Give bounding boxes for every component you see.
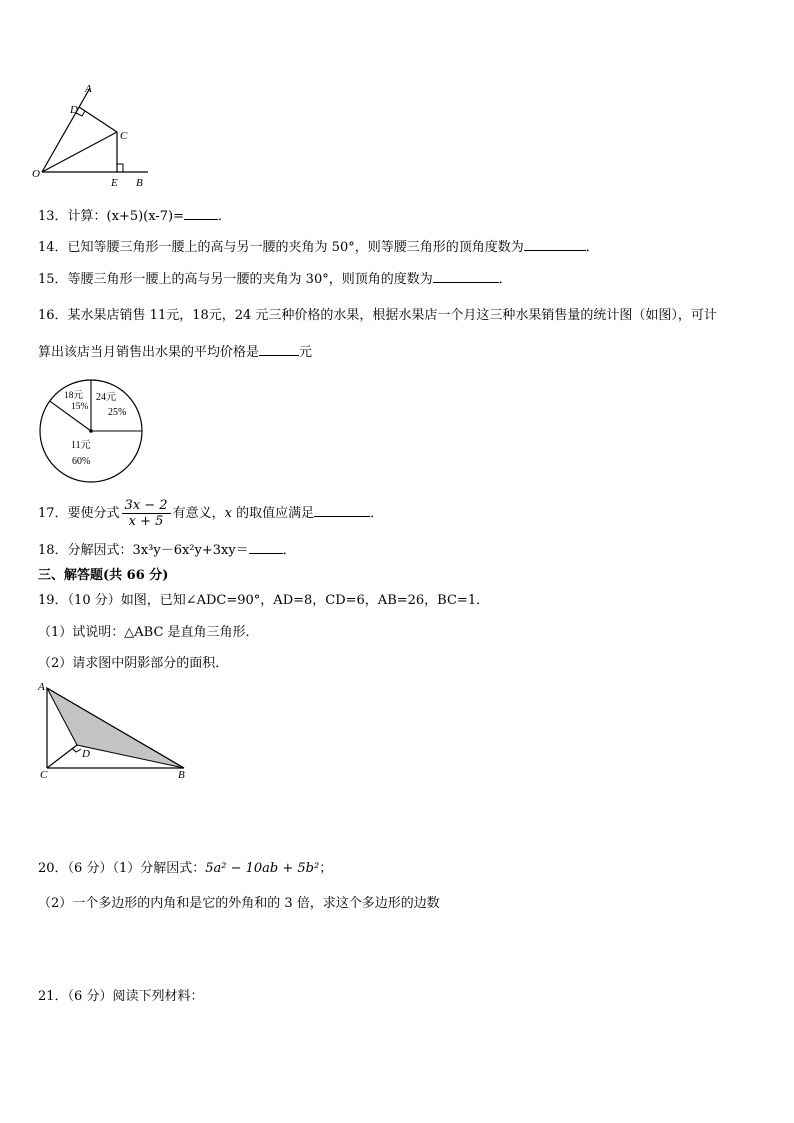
question-19: 19．（10 分）如图，已知∠ADC=90°，AD=8，CD=6，AB=26，BC=1． (38, 593, 490, 608)
answer-blank (433, 270, 499, 283)
question-13: 13．计算：(x+5)(x-7)= ． (38, 209, 231, 224)
question-19-part1: （1）试说明：△ABC 是直角三角形． (38, 625, 259, 640)
answer-blank (249, 541, 283, 554)
fraction: $\frac{3x - 2}{x + 5}$ (122, 498, 171, 529)
label-C: C (40, 769, 48, 780)
slice-label-24: 24元 (96, 392, 116, 403)
question-18: 18．分解因式：3x³y－6x²y+3xy＝ ． (38, 543, 296, 558)
question-20-part2: （2）一个多边形的内角和是它的外角和的 3 倍，求这个多边形的边数 (38, 896, 440, 911)
slice-value-24: 25% (108, 407, 127, 418)
section-3-title: 三、解答题(共 66 分) (38, 568, 169, 583)
slice-value-18: 15% (71, 402, 89, 412)
question-17: 17．要使分式 $\frac{3x - 2}{x + 5}$ 有意义，x 的取值应满足 ． (38, 498, 384, 529)
triangle-figure (34, 678, 194, 780)
question-16-line1: 16．某水果店销售 11元，18元，24 元三种价格的水果，根据水果店一个月这三种水果销售量的统计图（如图），可计 (38, 308, 717, 323)
answer-blank (314, 504, 370, 517)
question-20: 20．（6 分）（1）分解因式：5a² − 10ab + 5b²； (38, 861, 333, 876)
label-D: D (82, 748, 90, 760)
slice-value-11: 60% (72, 456, 91, 467)
answer-blank (184, 207, 218, 220)
label-O: O (32, 168, 40, 180)
label-B: B (136, 177, 143, 189)
label-A: A (38, 681, 45, 693)
label-E: E (111, 177, 118, 189)
answer-blank (524, 238, 586, 251)
label-B: B (178, 769, 185, 780)
slice-label-11: 11元 (71, 440, 91, 451)
answer-blank (259, 343, 299, 356)
label-A: A (85, 83, 92, 95)
math-expression: 5a² − 10ab + 5b² (205, 861, 320, 876)
pie-chart (38, 378, 144, 484)
label-D: D (70, 104, 78, 116)
slice-label-18: 18元 (64, 391, 84, 401)
question-16-line2: 算出该店当月销售出水果的平均价格是 元 (38, 345, 313, 360)
question-19-part2: （2）请求图中阴影部分的面积． (38, 656, 229, 671)
angle-figure (30, 82, 160, 192)
question-14: 14．已知等腰三角形一腰上的高与另一腰的夹角为 50°，则等腰三角形的顶角度数为 ． (38, 240, 599, 255)
question-21: 21．（6 分）阅读下列材料： (38, 989, 204, 1004)
question-15: 15．等腰三角形一腰上的高与另一腰的夹角为 30°，则顶角的度数为 ． (38, 272, 512, 287)
label-C: C (120, 130, 128, 142)
pie-center-dot (89, 429, 93, 433)
